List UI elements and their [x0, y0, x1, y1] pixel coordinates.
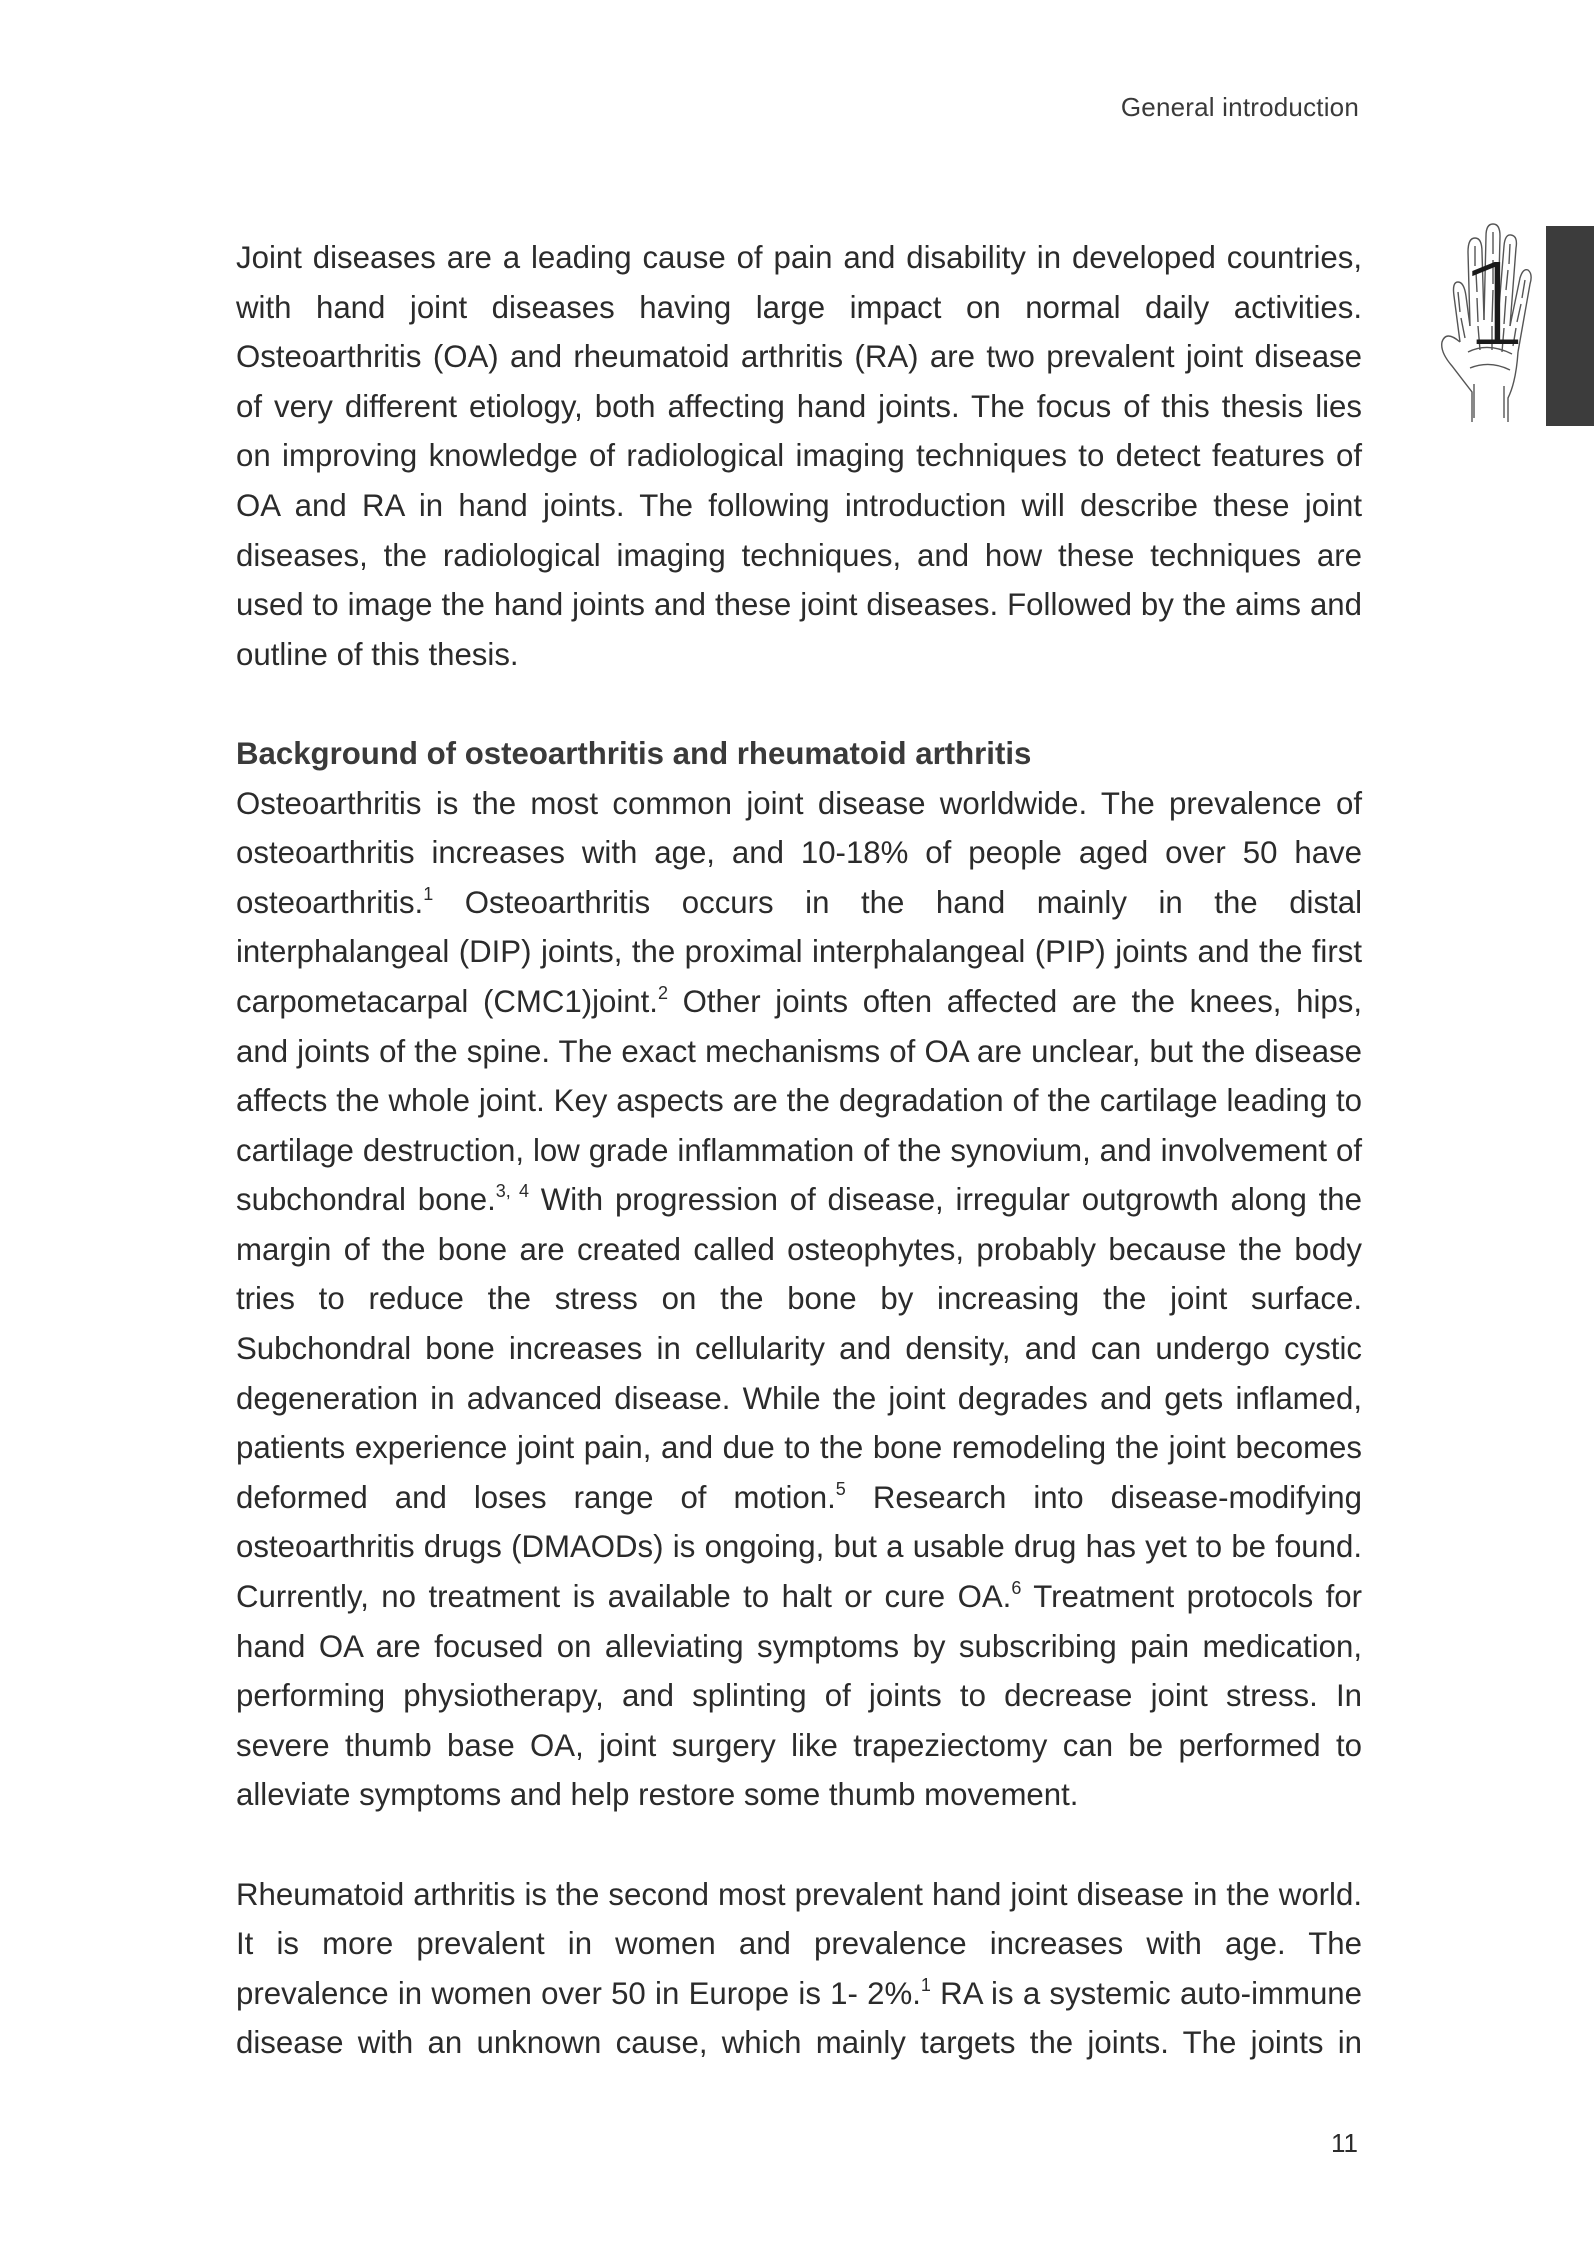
citation-ref: 1 [920, 1974, 931, 1995]
oa-paragraph [236, 779, 1362, 1820]
citation-ref: 6 [1011, 1578, 1022, 1599]
chapter-tab-marker [1546, 226, 1594, 426]
citation-ref: 1 [423, 883, 434, 904]
chapter-number: 1 [1460, 241, 1532, 371]
oa-text-3: Other joints often affected are the knees, hips, and joints of the spine. The exact mechanisms of OA are unclear, but the disease affects the whole joint. Key aspects are the degradation of the cartilage leading to cartilage destruction, low grade inflammation of the synovium, and involvement of subchondral bone. [236, 983, 1362, 1218]
oa-text-5: Research into disease-modifying osteoarthritis drugs (DMAODs) is ongoing, but a usable drug has yet to be found. Currently, no treatment is available to halt or cure OA. [236, 1479, 1362, 1615]
running-header: General introduction [1120, 92, 1359, 122]
citation-ref: 5 [835, 1478, 846, 1499]
ra-text-1: Rheumatoid arthritis is the second most prevalent hand joint disease in the world. It is more prevalent in women and prevalence increases with age. The prevalence in women over 50 in Europe is 1- 2%. [236, 1876, 1362, 2011]
oa-text-4: With progression of disease, irregular outgrowth along the margin of the bone are created called osteophytes, probably because the body tries to reduce the stress on the bone by increasing the joint surface. Subchondral bone increases in cellularity and density, and can undergo cystic degeneration in advanced disease. While the joint degrades and gets inflamed, patients experience joint pain, and due to the bone remodeling the joint becomes deformed and loses range of motion. [236, 1182, 1362, 1515]
citation-ref: 2 [657, 982, 668, 1003]
oa-text-1: Osteoarthritis is the most common joint disease worldwide. The prevalence of osteoarthritis increases with age, and 10-18% of people aged over 50 have osteoarthritis. [236, 785, 1362, 920]
page-body [236, 233, 1362, 2068]
citation-ref: 3, 4 [495, 1181, 529, 1202]
ra-paragraph [236, 1870, 1362, 2068]
ra-text-2: RA is a systemic auto-immune disease with an unknown cause, which mainly targets the joints. The joints in [236, 1975, 1362, 2061]
intro-paragraph: Joint diseases are a leading cause of pain and disability in developed countries, with hand joint diseases having large impact on normal daily activities. Osteoarthritis (OA) and rheumatoid arthritis (RA) are two prevalent joint disease of very different etiology, both affecting hand joints. The focus of this thesis lies on improving knowledge of radiological imaging techniques to detect features of OA and RA in hand joints. The following introduction will describe these joint diseases, the radiological imaging techniques, and how these techniques are used to image the hand joints and these joint diseases. Followed by the aims and outline of this thesis. [236, 240, 1362, 672]
oa-text-2: Osteoarthritis occurs in the hand mainly in the distal interphalangeal (DIP) joints, the proximal interphalangeal (PIP) joints and the first carpometacarpal (CMC1)joint. [236, 884, 1362, 1019]
oa-text-6: Treatment protocols for hand OA are focused on alleviating symptoms by subscribing pain medication, performing physiotherapy, and splinting of joints to decrease joint stress. In severe thumb base OA, joint surgery like trapeziectomy can be performed to alleviate symptoms and help restore some thumb movement. [236, 1579, 1362, 1813]
page-number: 11 [1331, 2128, 1358, 2158]
section-heading: Background of osteoarthritis and rheumatoid arthritis [236, 735, 1032, 771]
